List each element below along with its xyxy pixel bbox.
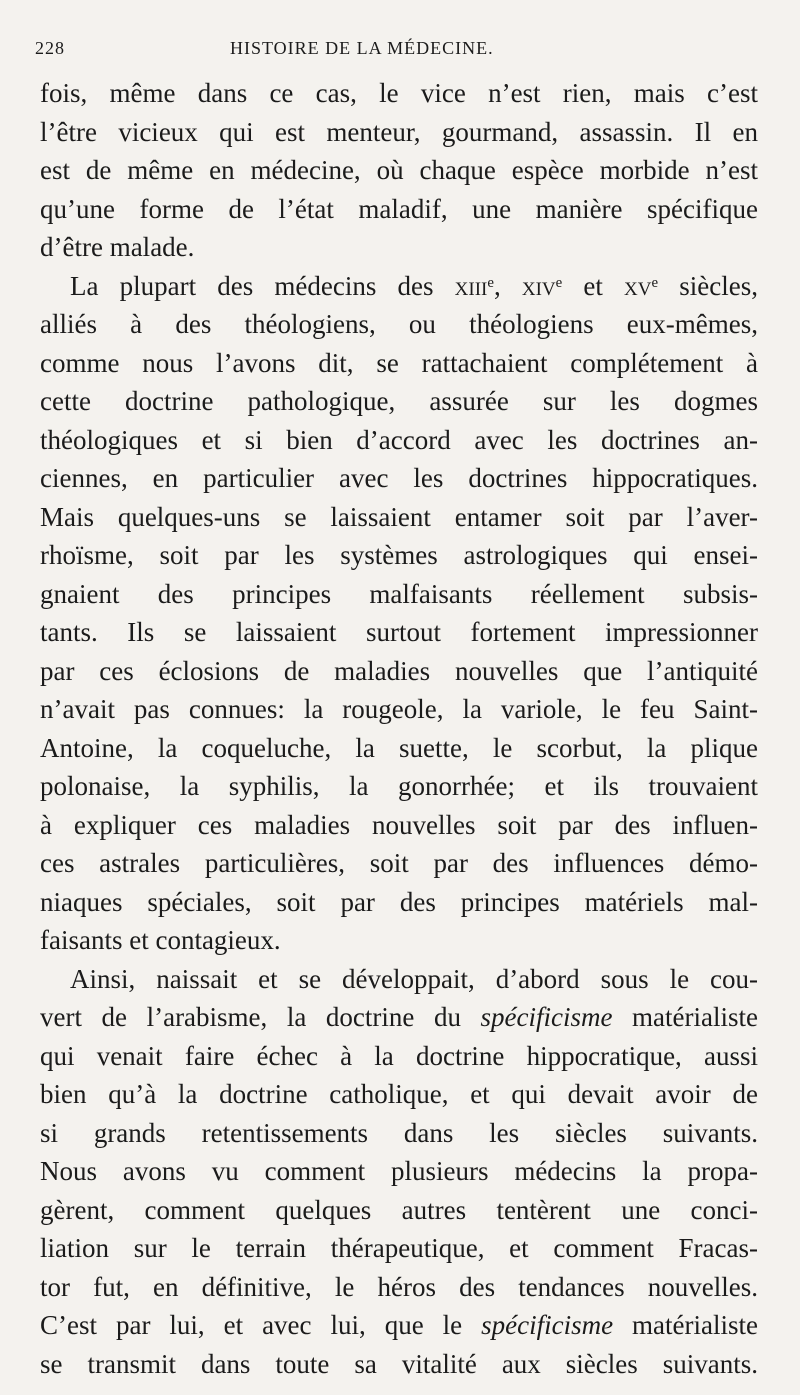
text-line: bien qu’à la doctrine catholique, et qui devait avoir de <box>40 1079 758 1109</box>
text-line: fois, même dans ce cas, le vice n’est rien, mais c’est <box>40 78 758 108</box>
text-line: La plupart des médecins des xiii$^e$, xiv$^e$ et $xv^e$ siècles, <box>70 270 758 301</box>
text-line: est de même en médecine, où chaque espèce morbide n’est <box>40 155 758 185</box>
paragraph-2 <box>40 267 758 960</box>
text-line: cette doctrine pathologique, assurée sur les dogmes <box>40 386 758 416</box>
text-line: à expliquer ces maladies nouvelles soit par des influen- <box>40 809 758 840</box>
text-line: tor fut, en définitive, le héros des tendances nouvelles. <box>40 1271 758 1302</box>
text-line: gnaient des principes malfaisants réellement subsis- <box>40 578 758 609</box>
text-line: C’est par lui, et avec lui, que le spécificisme matérialiste <box>40 1310 758 1340</box>
text-line: liation sur le terrain thérapeutique, et comment Fracas- <box>40 1233 758 1263</box>
paragraph-3 <box>40 960 758 1384</box>
text-line: n’avait pas connues: la rougeole, la variole, le feu Saint- <box>40 694 758 724</box>
text-line: se transmit dans toute sa vitalité aux siècles suivants. <box>40 1348 758 1379</box>
text-line: Antoine, la coqueluche, la suette, le scorbut, la plique <box>40 732 758 763</box>
text-line: théologiques et si bien d’accord avec les doctrines an- <box>40 424 758 455</box>
text-line: si grands retentissements dans les siècles suivants. <box>40 1117 758 1148</box>
roman-numeral: xv <box>624 270 652 301</box>
text-line: comme nous l’avons dit, se rattachaient complétement à <box>40 347 758 378</box>
text-line: polonaise, la syphilis, la gonorrhée; et ils trouvaient <box>40 771 758 801</box>
superscript: e <box>651 274 659 291</box>
text-line: Nous avons vu comment plusieurs médecins la propa- <box>40 1156 758 1186</box>
text-line: tants. Ils se laissaient surtout fortement impressionner <box>40 617 758 647</box>
body-text <box>40 74 758 1383</box>
text-line: gèrent, comment quelques autres tentèrent une conci- <box>40 1194 758 1225</box>
text-line: d’être malade. <box>40 232 195 262</box>
text-line: l’être vicieux qui est menteur, gourmand, assassin. Il en <box>40 116 758 147</box>
superscript: e <box>555 274 563 291</box>
text-line: niaques spéciales, soit par des principes matériels mal- <box>40 886 758 917</box>
text-line: qui venait faire échec à la doctrine hippocratique, aussi <box>40 1040 758 1071</box>
text-line: Ainsi, naissait et se développait, d’abord sous le cou- <box>70 963 758 994</box>
text-line: ciennes, en particulier avec les doctrines hippocratiques. <box>40 463 758 493</box>
roman-numeral: xiii <box>454 270 488 301</box>
superscript: e <box>487 274 494 291</box>
running-title: HISTOIRE DE LA MÉDECINE. <box>230 38 494 58</box>
italic-term: spécificisme <box>480 1002 613 1032</box>
text-line: par ces éclosions de maladies nouvelles que l’antiquité <box>40 655 758 686</box>
text-line: ces astrales particulières, soit par des influences démo- <box>40 848 758 878</box>
text-line: faisants et contagieux. <box>40 925 281 955</box>
text-line: qu’une forme de l’état maladif, une manière spécifique <box>40 193 758 224</box>
roman-numeral: xiv <box>521 270 556 301</box>
text-line: alliés à des théologiens, ou théologiens eux-mêmes, <box>40 309 758 339</box>
text-line: vert de l’arabisme, la doctrine du spécificisme matérialiste <box>40 1002 758 1032</box>
running-head <box>35 30 758 64</box>
page-number: 228 <box>35 38 65 58</box>
paragraph-1 <box>40 74 758 267</box>
italic-term: spécificisme <box>481 1310 614 1340</box>
text-line: Mais quelques-uns se laissaient entamer soit par l’aver- <box>40 501 758 532</box>
text-line: rhoïsme, soit par les systèmes astrologiques qui ensei- <box>40 540 758 570</box>
